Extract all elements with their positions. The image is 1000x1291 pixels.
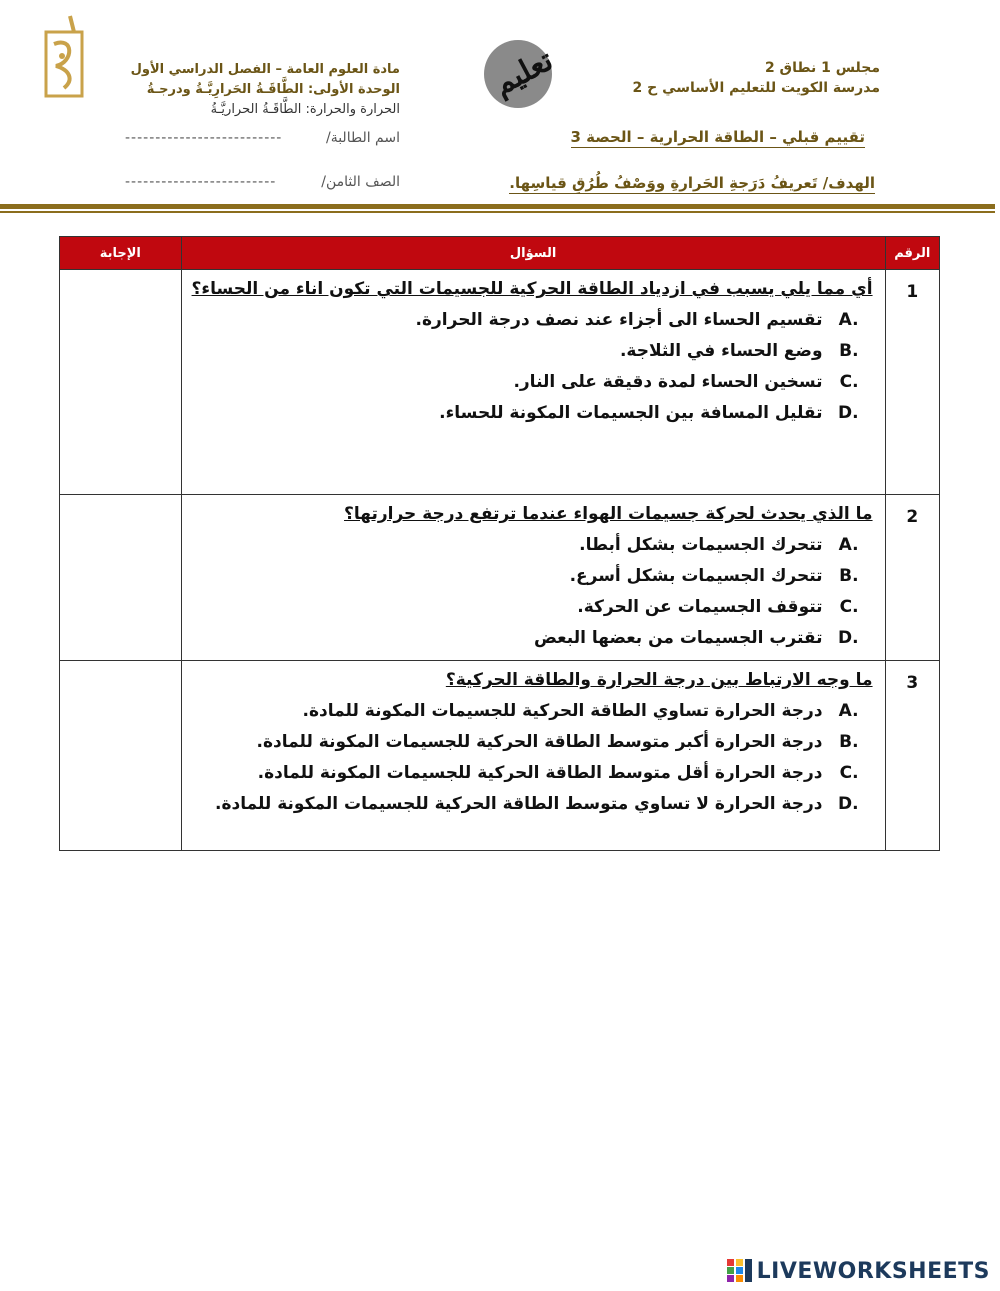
option-text: تتوقف الجسيمات عن الحركة. [577, 597, 823, 617]
option-letter: D. [837, 628, 859, 648]
liveworksheets-text: LIVEWORKSHEETS [756, 1258, 990, 1284]
table-row [60, 270, 940, 495]
school-info [520, 58, 880, 98]
questions-table [59, 236, 940, 851]
option-text: تتحرك الجسيمات بشكل أبطا. [579, 535, 823, 555]
option-c [190, 367, 873, 398]
student-name-blank[interactable]: -------------------------- [125, 130, 283, 146]
table-row [60, 661, 940, 851]
option-text: درجة الحرارة لا تساوي متوسط الطاقة الحركية للجسيمات المكونة للمادة. [214, 794, 823, 814]
question-cell [181, 495, 885, 661]
option-letter: C. [839, 597, 859, 617]
taleem-logo-text: تعليم [487, 42, 559, 103]
grade-label: الصف الثامن/ [321, 174, 400, 190]
option-b [190, 336, 873, 367]
ministry-logo [44, 14, 86, 100]
option-letter: A. [838, 310, 859, 330]
student-name-field[interactable] [125, 130, 400, 146]
option-text: درجة الحرارة تساوي الطاقة الحركية للجسيمات المكونة للمادة. [302, 701, 823, 721]
option-letter: D. [837, 794, 859, 814]
col-question-header: السؤال [181, 237, 885, 270]
option-text: تقسيم الحساء الى أجزاء عند نصف درجة الحرارة. [415, 310, 823, 330]
option-text: درجة الحرارة أقل متوسط الطاقة الحركية للجسيمات المكونة للمادة. [257, 763, 823, 783]
student-name-label: اسم الطالبة/ [325, 130, 400, 146]
option-text: تسخين الحساء لمدة دقيقة على النار. [513, 372, 823, 392]
grade-field[interactable] [125, 174, 400, 190]
option-letter: B. [839, 732, 859, 752]
answer-box[interactable] [60, 661, 182, 851]
option-a [190, 696, 873, 727]
option-letter: A. [838, 701, 859, 721]
question-cell [181, 270, 885, 495]
question-text: ما الذي يحدث لحركة جسيمات الهواء عندما ترتفع درجة حرارتها؟ [344, 504, 873, 524]
question-text: أي مما يلي يسبب في ازدياد الطاقة الحركية للجسيمات التي تكون اناء من الحساء؟ [191, 279, 873, 299]
option-d [190, 623, 873, 654]
option-b [190, 727, 873, 758]
option-text: وضع الحساء في الثلاجة. [619, 341, 823, 361]
liveworksheets-brand[interactable] [727, 1256, 990, 1286]
col-answer-header: الإجابة [60, 237, 182, 270]
question-number: 3 [885, 661, 939, 851]
question-cell [181, 661, 885, 851]
col-number-header: الرقم [885, 237, 939, 270]
option-letter: B. [839, 341, 859, 361]
option-b [190, 561, 873, 592]
subject-info [110, 60, 400, 120]
option-d [190, 398, 873, 429]
header-divider [0, 204, 995, 209]
question-number: 2 [885, 495, 939, 661]
option-c [190, 592, 873, 623]
option-letter: D. [837, 403, 859, 423]
option-c [190, 758, 873, 789]
liveworksheets-icon [727, 1259, 753, 1283]
unit-text: الوحدة الأولى: الطَّاقَـةُ الحَرارِيَّـةُ ودرجـةُ [146, 82, 400, 97]
question-text: ما وجه الارتباط بين درجة الحرارة والطاقة الحركية؟ [445, 670, 873, 690]
lesson-goal: الهدف/ تَعريفُ دَرَجةِ الحَرارةِ ووَصْفُ طُرُقِ قياسِها. [509, 174, 875, 192]
subject-text: مادة العلوم العامة – الفصل الدراسي الأول [130, 62, 400, 77]
option-d [190, 789, 873, 820]
option-a [190, 530, 873, 561]
option-a [190, 305, 873, 336]
option-letter: C. [839, 372, 859, 392]
question-number: 1 [885, 270, 939, 495]
option-text: درجة الحرارة أكبر متوسط الطاقة الحركية للجسيمات المكونة للمادة. [256, 732, 823, 752]
answer-box[interactable] [60, 495, 182, 661]
option-text: تقليل المسافة بين الجسيمات المكونة للحساء. [439, 403, 823, 423]
assessment-title: تقييم قبلي – الطاقة الحرارية – الحصة 3 [570, 128, 865, 146]
option-letter: B. [839, 566, 859, 586]
answer-box[interactable] [60, 270, 182, 495]
table-row [60, 495, 940, 661]
header-divider-thin [0, 211, 995, 213]
option-letter: A. [838, 535, 859, 555]
option-letter: C. [839, 763, 859, 783]
table-header-row [60, 237, 940, 270]
council-text: مجلس 1 نطاق 2 [764, 60, 880, 76]
grade-blank[interactable]: ------------------------- [125, 174, 277, 190]
lesson-text: الحرارة والحرارة: الطَّاقَـةُ الحراريَّـةُ [210, 102, 400, 117]
option-text: تتحرك الجسيمات بشكل أسرع. [569, 566, 823, 586]
school-name: مدرسة الكويت للتعليم الأساسي ح 2 [632, 80, 880, 96]
option-text: تقترب الجسيمات من بعضها البعض [533, 628, 823, 648]
